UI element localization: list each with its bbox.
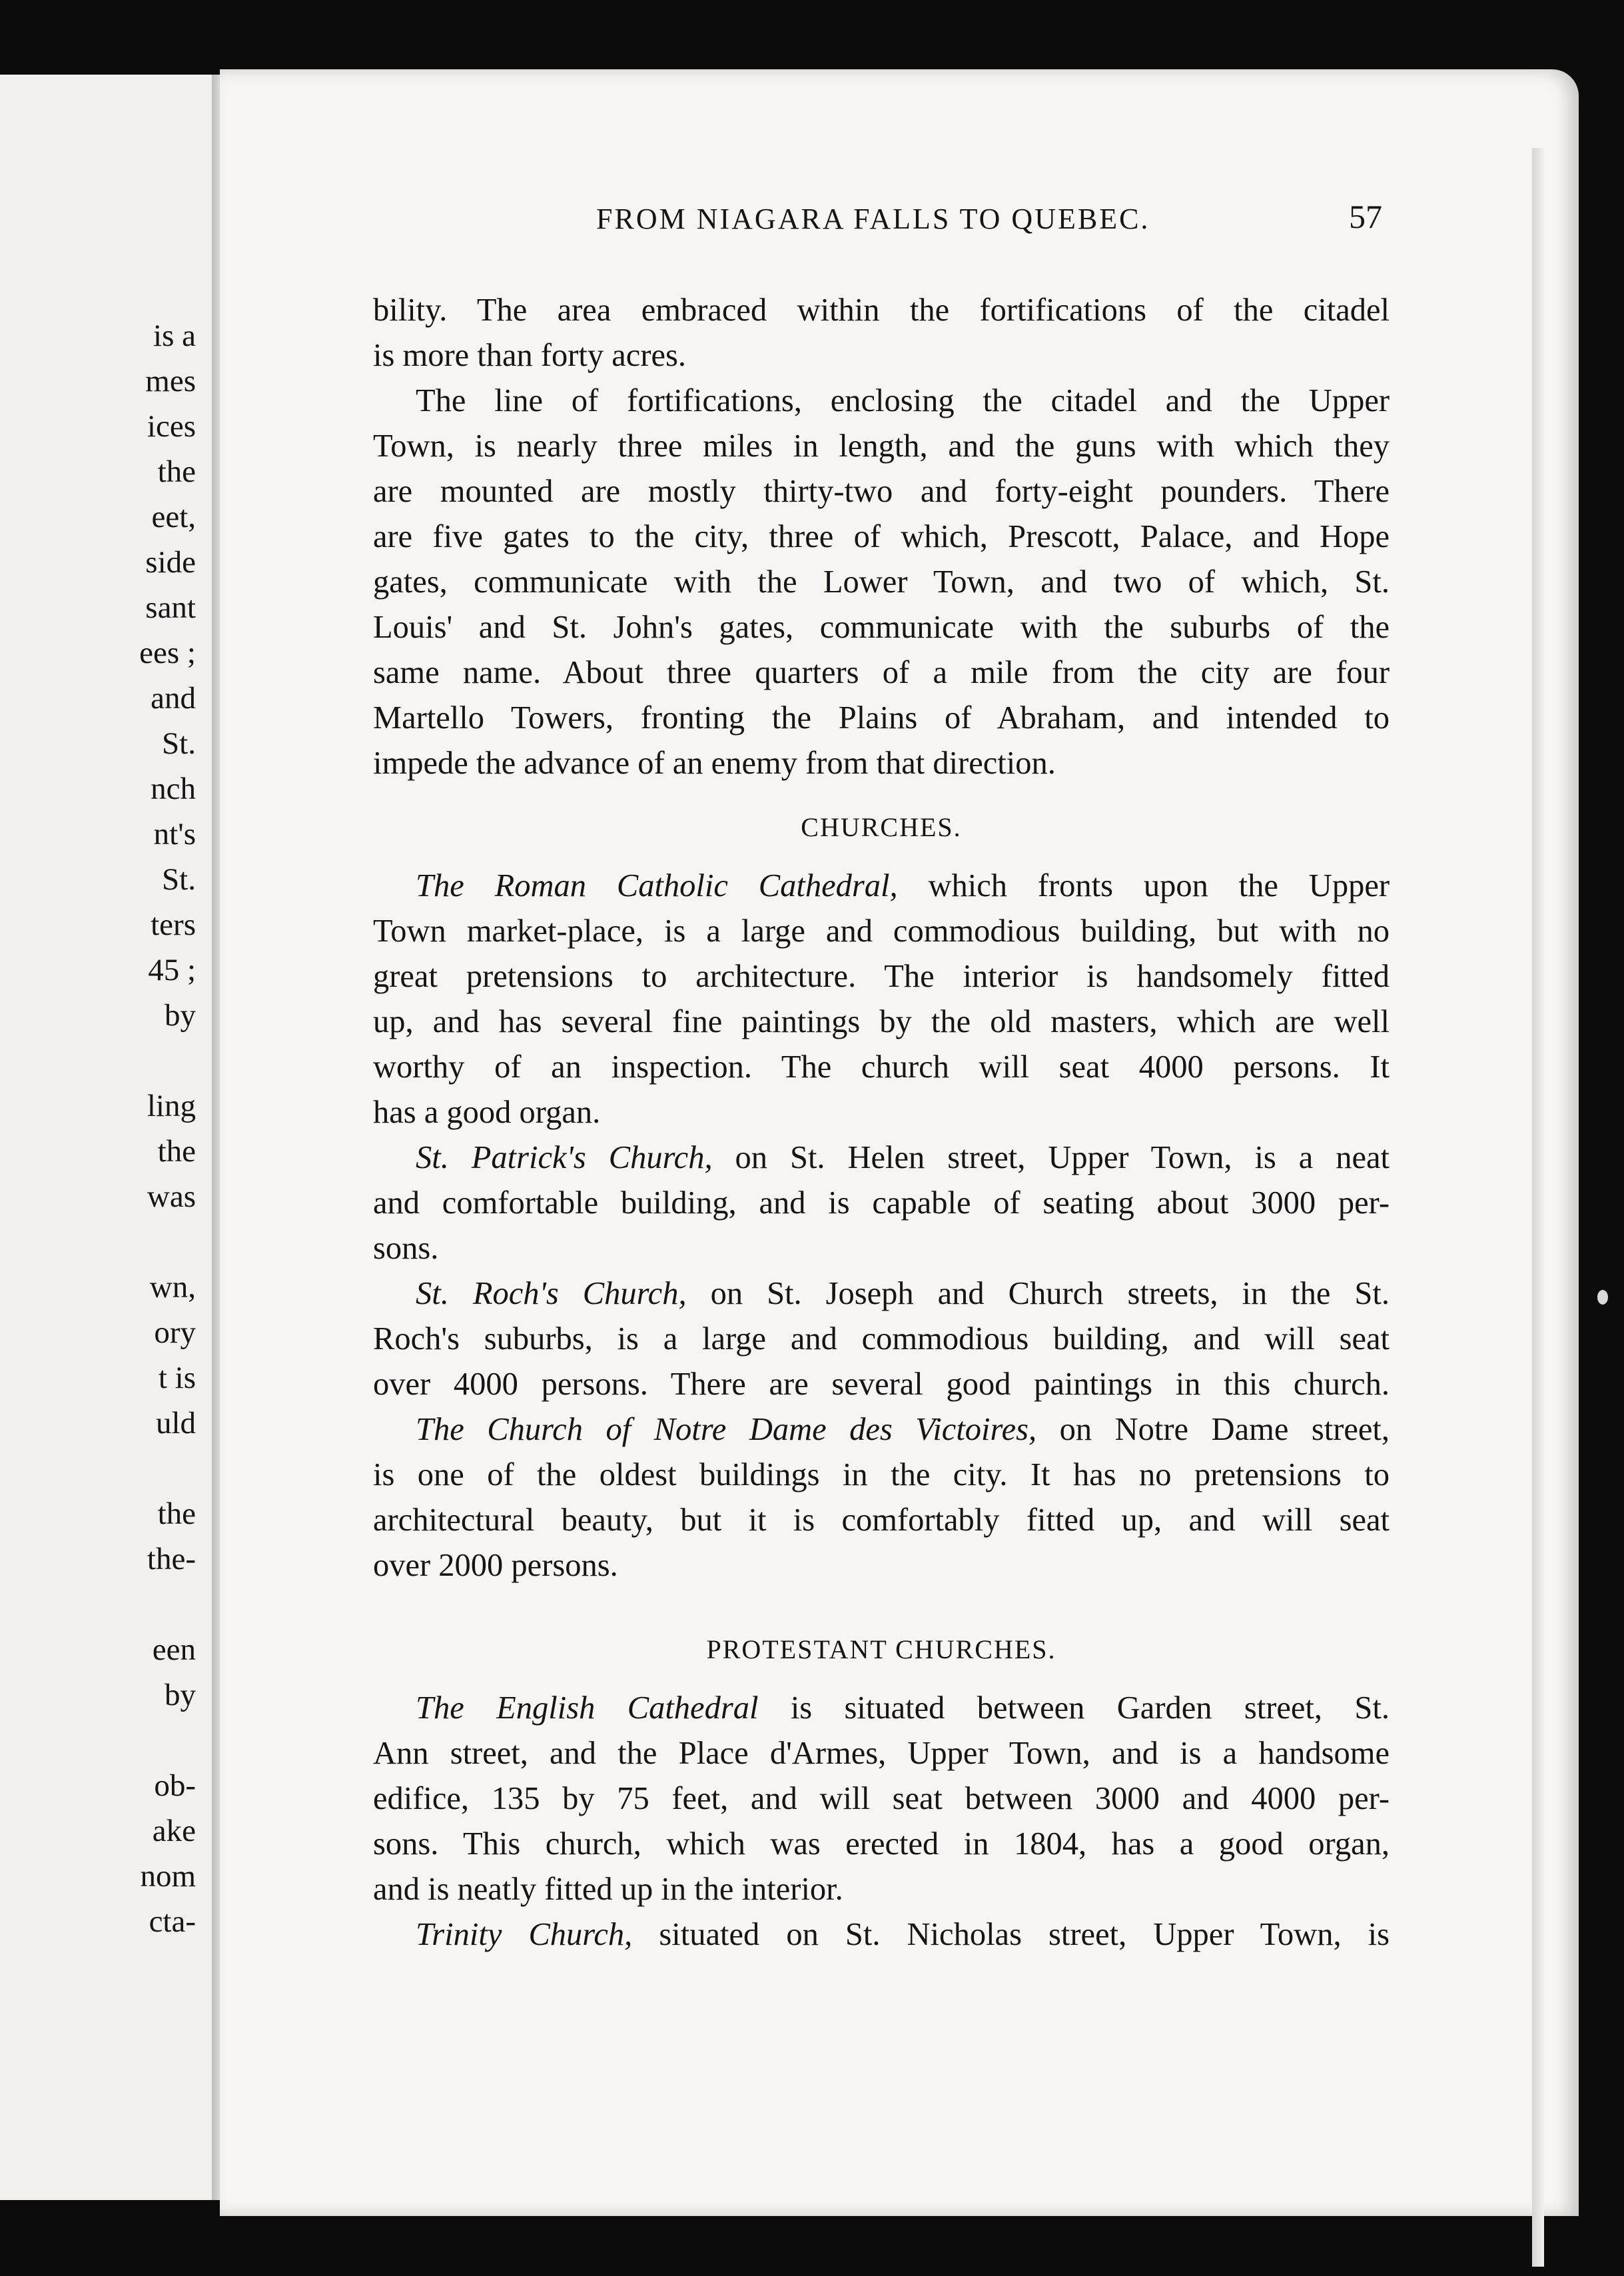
line-rest: on Notre Dame street, bbox=[1036, 1412, 1390, 1447]
left-page-fragment: nom bbox=[140, 1859, 196, 1894]
text-line bbox=[373, 1912, 1390, 1958]
left-page-fragment: ling bbox=[147, 1089, 196, 1123]
left-page-fragment: the- bbox=[147, 1542, 196, 1576]
left-page-fragment: ake bbox=[152, 1814, 196, 1848]
paragraph-roman-catholic-cathedral bbox=[373, 863, 1390, 1135]
left-page-fragment: the bbox=[157, 454, 196, 489]
church-name: St. Roch's Church, bbox=[416, 1276, 687, 1311]
left-page-fragment: is a bbox=[153, 318, 196, 353]
left-page-fragment: eet, bbox=[151, 500, 196, 534]
text-line: sons. This church, which was erected in 1804, has a good organ, bbox=[373, 1826, 1390, 1862]
page-body bbox=[373, 288, 1390, 1958]
line-rest: which fronts upon the Upper bbox=[897, 868, 1390, 903]
left-page-fragment: t is bbox=[158, 1361, 196, 1395]
paragraph-1 bbox=[373, 288, 1390, 378]
text-line: are mounted are mostly thirty-two and forty-eight pounders. There bbox=[373, 474, 1390, 509]
text-line: edifice, 135 by 75 feet, and will seat between 3000 and 4000 per- bbox=[373, 1781, 1390, 1816]
text-line: worthy of an inspection. The church will seat 4000 persons. It bbox=[373, 1049, 1390, 1085]
text-line bbox=[373, 1271, 1390, 1317]
text-line: up, and has several fine paintings by the old masters, which are well bbox=[373, 1004, 1390, 1039]
text-line: Roch's suburbs, is a large and commodious building, and will seat bbox=[373, 1321, 1390, 1357]
paragraph-trinity-church bbox=[373, 1912, 1390, 1958]
left-page-fragment: sant bbox=[145, 590, 196, 625]
text-line bbox=[373, 863, 1390, 909]
church-name: The Church of Notre Dame des Victoires, bbox=[416, 1412, 1037, 1447]
church-name: Trinity Church, bbox=[416, 1917, 633, 1952]
church-name: St. Patrick's Church, bbox=[416, 1140, 713, 1175]
text-line: Ann street, and the Place d'Armes, Upper Town, and is a handsome bbox=[373, 1736, 1390, 1771]
text-line: and is neatly fitted up in the interior. bbox=[373, 1872, 843, 1907]
left-page-fragment: nch bbox=[151, 772, 196, 806]
line-rest: on St. Helen street, Upper Town, is a neat bbox=[712, 1140, 1390, 1175]
left-page-fragment: ory bbox=[154, 1315, 196, 1350]
left-page-fragment: the bbox=[157, 1134, 196, 1169]
left-page-fragment: mes bbox=[145, 364, 196, 398]
text-line: architectural beauty, but it is comfortably fitted up, and will seat bbox=[373, 1502, 1390, 1538]
text-line: and comfortable building, and is capable of seating about 3000 per- bbox=[373, 1185, 1390, 1221]
scan-speck bbox=[1597, 1290, 1608, 1305]
left-page-fragment: wn, bbox=[149, 1270, 196, 1305]
left-page-fragment: 45 ; bbox=[148, 953, 196, 987]
line-rest: situated on St. Nicholas street, Upper Town, is bbox=[632, 1917, 1390, 1952]
text-line: impede the advance of an enemy from that direction. bbox=[373, 746, 1056, 781]
text-line: sons. bbox=[373, 1231, 439, 1266]
left-page-fragment: ob- bbox=[154, 1768, 196, 1803]
paragraph-2 bbox=[373, 378, 1390, 786]
page-edge-shadow bbox=[1532, 148, 1544, 2267]
church-name: The English Cathedral bbox=[416, 1690, 759, 1726]
text-line: Town, is nearly three miles in length, and the guns with which they bbox=[373, 428, 1390, 464]
text-line: is more than forty acres. bbox=[373, 338, 687, 373]
text-line bbox=[373, 1135, 1390, 1181]
left-page-fragment: by bbox=[165, 1678, 196, 1712]
paragraph-st-patricks-church bbox=[373, 1135, 1390, 1271]
text-line bbox=[373, 1407, 1390, 1452]
text-line: great pretensions to architecture. The interior is handsomely fitted bbox=[373, 959, 1390, 994]
text-line: same name. About three quarters of a mile from the city are four bbox=[373, 655, 1390, 690]
text-line: gates, communicate with the Lower Town, and two of which, St. bbox=[373, 564, 1390, 600]
church-name: The Roman Catholic Cathedral, bbox=[416, 868, 898, 903]
left-page-fragment: by bbox=[165, 998, 196, 1033]
text-line: has a good organ. bbox=[373, 1095, 601, 1130]
left-page-fragment: een bbox=[152, 1632, 196, 1667]
page-number: 57 bbox=[1349, 198, 1382, 235]
text-line: over 4000 persons. There are several good paintings in this church. bbox=[373, 1367, 1390, 1402]
line-rest: is situated between Garden street, St. bbox=[758, 1690, 1390, 1726]
running-head: FROM NIAGARA FALLS TO QUEBEC. bbox=[596, 203, 1150, 235]
paragraph-notre-dame-des-victoires bbox=[373, 1407, 1390, 1588]
left-page-fragment: cta- bbox=[149, 1904, 196, 1939]
text-line: is one of the oldest buildings in the city. It has no pretensions to bbox=[373, 1457, 1390, 1492]
text-line: Louis' and St. John's gates, communicate with the suburbs of the bbox=[373, 610, 1390, 645]
line-rest: on St. Joseph and Church streets, in the St. bbox=[686, 1276, 1390, 1311]
left-facing-page bbox=[0, 75, 214, 2200]
text-line: Town market-place, is a large and commodious building, but with no bbox=[373, 913, 1390, 949]
left-page-fragment: St. bbox=[162, 726, 196, 761]
left-page-fragment: uld bbox=[155, 1406, 196, 1440]
left-page-fragment: and bbox=[151, 681, 196, 716]
left-page-fragment: the bbox=[157, 1496, 196, 1531]
paragraph-st-rochs-church bbox=[373, 1271, 1390, 1407]
left-page-fragment: was bbox=[147, 1179, 196, 1214]
text-line: over 2000 persons. bbox=[373, 1548, 618, 1583]
section-heading-churches: CHURCHES. bbox=[801, 812, 962, 842]
text-line: are five gates to the city, three of which, Prescott, Palace, and Hope bbox=[373, 519, 1390, 554]
text-line: Martello Towers, fronting the Plains of Abraham, and intended to bbox=[373, 700, 1390, 736]
left-page-fragment: ees ; bbox=[139, 636, 196, 670]
left-page-fragment: ters bbox=[151, 907, 196, 942]
text-line: The line of fortifications, enclosing the citadel and the Upper bbox=[416, 383, 1390, 418]
text-line: bility. The area embraced within the fortifications of the citadel bbox=[373, 292, 1390, 328]
text-line bbox=[373, 1686, 1390, 1731]
left-page-text-fragments bbox=[0, 75, 200, 2200]
left-page-fragment: ices bbox=[147, 409, 196, 444]
left-page-fragment: nt's bbox=[153, 817, 196, 852]
section-heading-protestant-churches: PROTESTANT CHURCHES. bbox=[706, 1634, 1056, 1664]
left-page-fragment: side bbox=[145, 545, 196, 580]
left-page-fragment: St. bbox=[162, 862, 196, 897]
paragraph-english-cathedral bbox=[373, 1686, 1390, 1912]
